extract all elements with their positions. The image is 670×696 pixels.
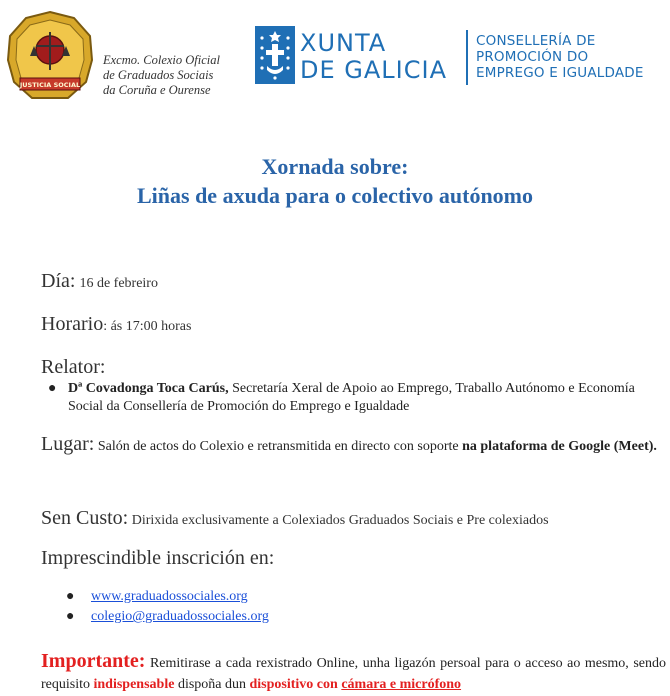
bullet-icon: ● — [66, 589, 75, 604]
colexio-line: Excmo. Colexio Oficial — [103, 53, 220, 67]
event-title-line1: Xornada sobre: — [261, 154, 409, 179]
section-lugar — [41, 434, 666, 457]
conselleria-line: EMPREGO E IGUALDADE — [476, 65, 644, 81]
event-title — [0, 152, 670, 210]
list-item — [66, 607, 491, 627]
lugar-platform: na plataforma de Google (Meet). — [462, 439, 657, 454]
list-item — [66, 587, 491, 607]
bullet-icon: ● — [48, 381, 57, 396]
list-item — [48, 380, 663, 416]
document-header — [0, 0, 670, 110]
importante-label: Importante: — [41, 650, 146, 672]
relator-list — [48, 380, 663, 416]
conselleria-line: CONSELLERÍA DE — [476, 33, 596, 49]
email-link[interactable]: colegio@graduadossociales.org — [91, 609, 269, 624]
importante-bold2: dispositivo con — [249, 677, 342, 692]
importante-text1: Remitirase a cada rexistrado Online, unha ligazón persoal para o acceso ao mesmo, sendo requisito — [41, 656, 666, 692]
lugar-text: Salón de actos do Colexio e retransmitida en directo con soporte — [94, 439, 463, 454]
event-title-line2: Liñas de axuda para o colectivo autónomo — [136, 183, 534, 208]
horario-label: Horario — [41, 313, 104, 335]
xunta-wordmark — [300, 30, 447, 84]
horario-value: : ás 17:00 horas — [103, 319, 192, 334]
section-inscripcion — [41, 547, 666, 570]
section-custo — [41, 507, 666, 530]
inscripcion-links — [66, 587, 491, 627]
relator-name: Dª Covadonga Toca Carús, — [68, 381, 229, 396]
xunta-shield-logo — [255, 26, 295, 84]
colexio-line: da Coruña e Ourense — [103, 83, 211, 97]
dia-label: Día: — [41, 270, 76, 292]
conselleria-line: PROMOCIÓN DO — [476, 49, 589, 65]
colexio-line: de Graduados Sociais — [103, 68, 214, 82]
importante-bold1: indispensable — [93, 677, 175, 692]
relator-description: Secretaría Xeral de Apoio ao Emprego, Traballo Autónomo e Economía Social da Consellería de Promoción do Emprego e Igualdade — [68, 381, 635, 414]
custo-label: Sen Custo: — [41, 507, 129, 529]
xunta-line: DE GALICIA — [300, 56, 447, 84]
logo-divider — [466, 30, 468, 85]
custo-value: Dirixida exclusivamente a Colexiados Graduados Sociais e Pre colexiados — [128, 513, 549, 528]
colexio-name — [103, 53, 253, 98]
xunta-line: XUNTA — [300, 29, 387, 57]
section-importante — [41, 651, 666, 695]
website-link[interactable]: www.graduadossociales.org — [91, 589, 248, 604]
lugar-label: Lugar: — [41, 433, 95, 455]
conselleria-name — [476, 33, 644, 81]
section-horario — [41, 313, 666, 336]
inscripcion-label: Imprescindible inscrición en: — [41, 547, 275, 569]
seal-label: JUSTICIA SOCIAL — [19, 81, 81, 89]
relator-label: Relator: — [41, 356, 106, 378]
dia-value: 16 de febreiro — [79, 276, 158, 291]
section-dia — [41, 270, 666, 293]
colexio-seal-logo — [4, 10, 96, 102]
importante-text2: dispoña dun — [174, 677, 250, 692]
importante-bold3: cámara e micrófono — [341, 677, 462, 692]
bullet-icon: ● — [66, 609, 75, 624]
section-relator — [41, 356, 666, 379]
